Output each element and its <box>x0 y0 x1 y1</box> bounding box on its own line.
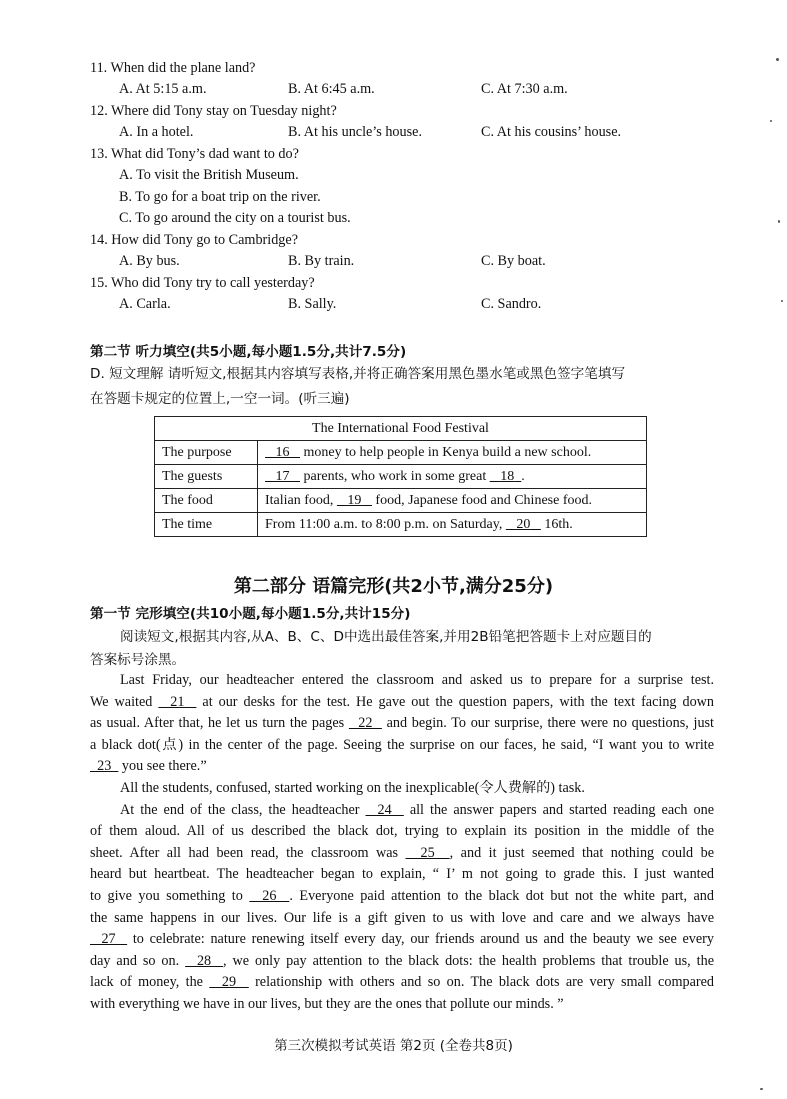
passage-line <box>90 756 714 778</box>
option-a: A. In a hotel. <box>119 124 194 140</box>
passage-text: , we only pay attention to the black dots: the health problems that trouble us, the <box>223 952 714 969</box>
passage-line <box>90 821 714 843</box>
table-row <box>155 441 647 465</box>
row-content <box>258 489 647 513</box>
passage-text: We waited <box>90 693 159 710</box>
option-c: C. By boat. <box>481 253 546 269</box>
passage-text: sheet. After all had been read, the classroom was <box>90 844 406 861</box>
question-stem: 15. Who did Tony try to call yesterday? <box>90 275 315 291</box>
passage-line <box>90 929 714 951</box>
passage-line <box>90 713 714 735</box>
scan-speck <box>781 300 783 302</box>
section-heading: 第二节 听力填空(共5小题,每小题1.5分,共计7.5分) <box>90 344 407 360</box>
row-text: money to help people in Kenya build a new school. <box>300 444 592 460</box>
row-text: 16th. <box>540 516 573 532</box>
cloze-passage <box>90 670 714 1016</box>
passage-line <box>90 908 714 930</box>
passage-text: , and it just seemed that nothing could be <box>449 844 715 861</box>
scan-speck <box>760 1088 763 1090</box>
question-stem: 14. How did Tony go to Cambridge? <box>90 232 298 248</box>
option-a: A. At 5:15 a.m. <box>119 81 207 97</box>
table-row <box>155 489 647 513</box>
passage-line <box>90 800 714 822</box>
row-content <box>258 513 647 537</box>
option-a: A. By bus. <box>119 253 180 269</box>
passage-line <box>90 843 714 865</box>
passage-text: you see there.” <box>118 758 207 775</box>
passage-line <box>90 886 714 908</box>
passage-text: the same happens in our lives. Our life is a gift given to us with love and care and we always have <box>90 909 714 926</box>
passage-line <box>90 735 714 757</box>
option-b: B. To go for a boat trip on the river. <box>119 189 321 205</box>
passage-text: lack of money, the <box>90 974 210 991</box>
row-label: The purpose <box>155 441 258 465</box>
passage-line <box>90 778 714 800</box>
option-b: B. At his uncle’s house. <box>288 124 422 140</box>
blank-20 <box>506 517 541 532</box>
passage-text: at our desks for the test. He gave out the question papers, with the text facing down <box>196 693 715 710</box>
instructions: D. 短文理解 请听短文,根据其内容填写表格,并将正确答案用黑色墨水笔或黑色签字笔填写 <box>90 366 626 382</box>
option-a: A. Carla. <box>119 296 171 312</box>
instructions: 在答题卡规定的位置上,一空一词。(听三遍) <box>90 391 350 407</box>
blank-number: 17 <box>275 468 290 484</box>
passage-text: to celebrate: nature renewing itself every day, our friends around us and the beauty we see every <box>127 931 714 948</box>
passage-text: relationship with others and so on. The black dots are very small compared <box>248 974 714 991</box>
passage-text: heard but heartbeat. The headteacher began to explain, “ I’ m not going to grade this. I just wanted <box>90 866 714 883</box>
blank-18 <box>490 469 522 484</box>
passage-line <box>90 972 714 994</box>
row-content <box>258 441 647 465</box>
passage-text: to give you something to <box>90 887 250 904</box>
blank-24: 24 <box>365 801 404 818</box>
section-heading: 第一节 完形填空(共10小题,每小题1.5分,共计15分) <box>90 606 411 622</box>
passage-text: a black dot(点) in the center of the page. Seeing the surprise on our faces, he said, “I want you to write <box>90 736 714 753</box>
blank-21: 21 <box>158 693 197 710</box>
blank-17 <box>265 469 300 484</box>
blank-22: 22 <box>348 715 382 732</box>
blank-number: 16 <box>275 444 290 460</box>
instructions: 答案标号涂黑。 <box>90 652 186 668</box>
table-title: The International Food Festival <box>155 417 647 441</box>
row-text: From 11:00 a.m. to 8:00 p.m. on Saturday, <box>265 516 506 532</box>
question-stem: 11. When did the plane land? <box>90 60 256 76</box>
scan-speck <box>770 120 772 122</box>
blank-number: 19 <box>347 492 362 508</box>
option-c: C. Sandro. <box>481 296 542 312</box>
blank-26: 26 <box>249 887 290 904</box>
blank-number: 20 <box>516 516 531 532</box>
row-text: Italian food, <box>265 492 337 508</box>
passage-text: all the answer papers and started reading each one <box>403 801 715 818</box>
row-label: The food <box>155 489 258 513</box>
blank-28: 28 <box>185 952 224 969</box>
passage-line <box>90 994 714 1016</box>
passage-text: and begin. To our surprise, there were no questions, just <box>381 715 714 732</box>
table-row <box>155 513 647 537</box>
scan-speck <box>778 220 780 223</box>
part-title: 第二部分 语篇完形(共2小节,满分25分) <box>233 576 554 597</box>
passage-line <box>90 864 714 886</box>
blank-27: 27 <box>90 931 128 948</box>
row-text: food, Japanese food and Chinese food. <box>371 492 592 508</box>
row-label: The guests <box>155 465 258 489</box>
passage-text: . Everyone paid attention to the black dot but not the white part, and <box>289 887 714 904</box>
row-text: parents, who work in some great <box>300 468 490 484</box>
scan-speck <box>776 58 779 61</box>
question-stem: 12. Where did Tony stay on Tuesday night? <box>90 103 337 119</box>
passage-text: All the students, confused, started working on the inexplicable(令人费解的) task. <box>120 779 585 796</box>
passage-line <box>90 951 714 973</box>
passage-text: Last Friday, our headteacher entered the classroom and asked us to prepare for a surprise test. <box>120 672 714 688</box>
passage-line <box>90 670 714 692</box>
row-label: The time <box>155 513 258 537</box>
passage-line <box>90 692 714 714</box>
passage-text: of them aloud. All of us described the black dot, trying to explain its position in the middle of the <box>90 823 714 840</box>
option-b: B. At 6:45 a.m. <box>288 81 375 97</box>
option-c: C. At 7:30 a.m. <box>481 81 568 97</box>
option-c: C. At his cousins’ house. <box>481 124 622 140</box>
question-stem: 13. What did Tony’s dad want to do? <box>90 146 299 162</box>
passage-text: with everything we have in our lives, but they are the ones that pollute our minds. ” <box>90 995 564 1012</box>
option-c: C. To go around the city on a tourist bus. <box>119 210 351 226</box>
option-b: B. By train. <box>288 253 355 269</box>
instructions: 阅读短文,根据其内容,从A、B、C、D中选出最佳答案,并用2B铅笔把答题卡上对应题目的 <box>120 629 652 645</box>
passage-text: day and so on. <box>90 952 186 969</box>
passage-text: as usual. After that, he let us turn the pages <box>90 715 349 732</box>
option-a: A. To visit the British Museum. <box>119 167 299 183</box>
festival-table <box>154 416 647 537</box>
table-row <box>155 465 647 489</box>
blank-16 <box>265 445 300 460</box>
option-b: B. Sally. <box>288 296 337 312</box>
blank-23: 23 <box>90 758 119 775</box>
page-footer: 第三次模拟考试英语 第2页 (全卷共8页) <box>274 1038 513 1054</box>
blank-25: 25 <box>405 844 450 861</box>
blank-number: 18 <box>500 468 515 484</box>
blank-19 <box>337 493 372 508</box>
blank-29: 29 <box>209 974 249 991</box>
row-text: . <box>521 468 525 484</box>
row-content <box>258 465 647 489</box>
passage-text: At the end of the class, the headteacher <box>120 801 366 818</box>
